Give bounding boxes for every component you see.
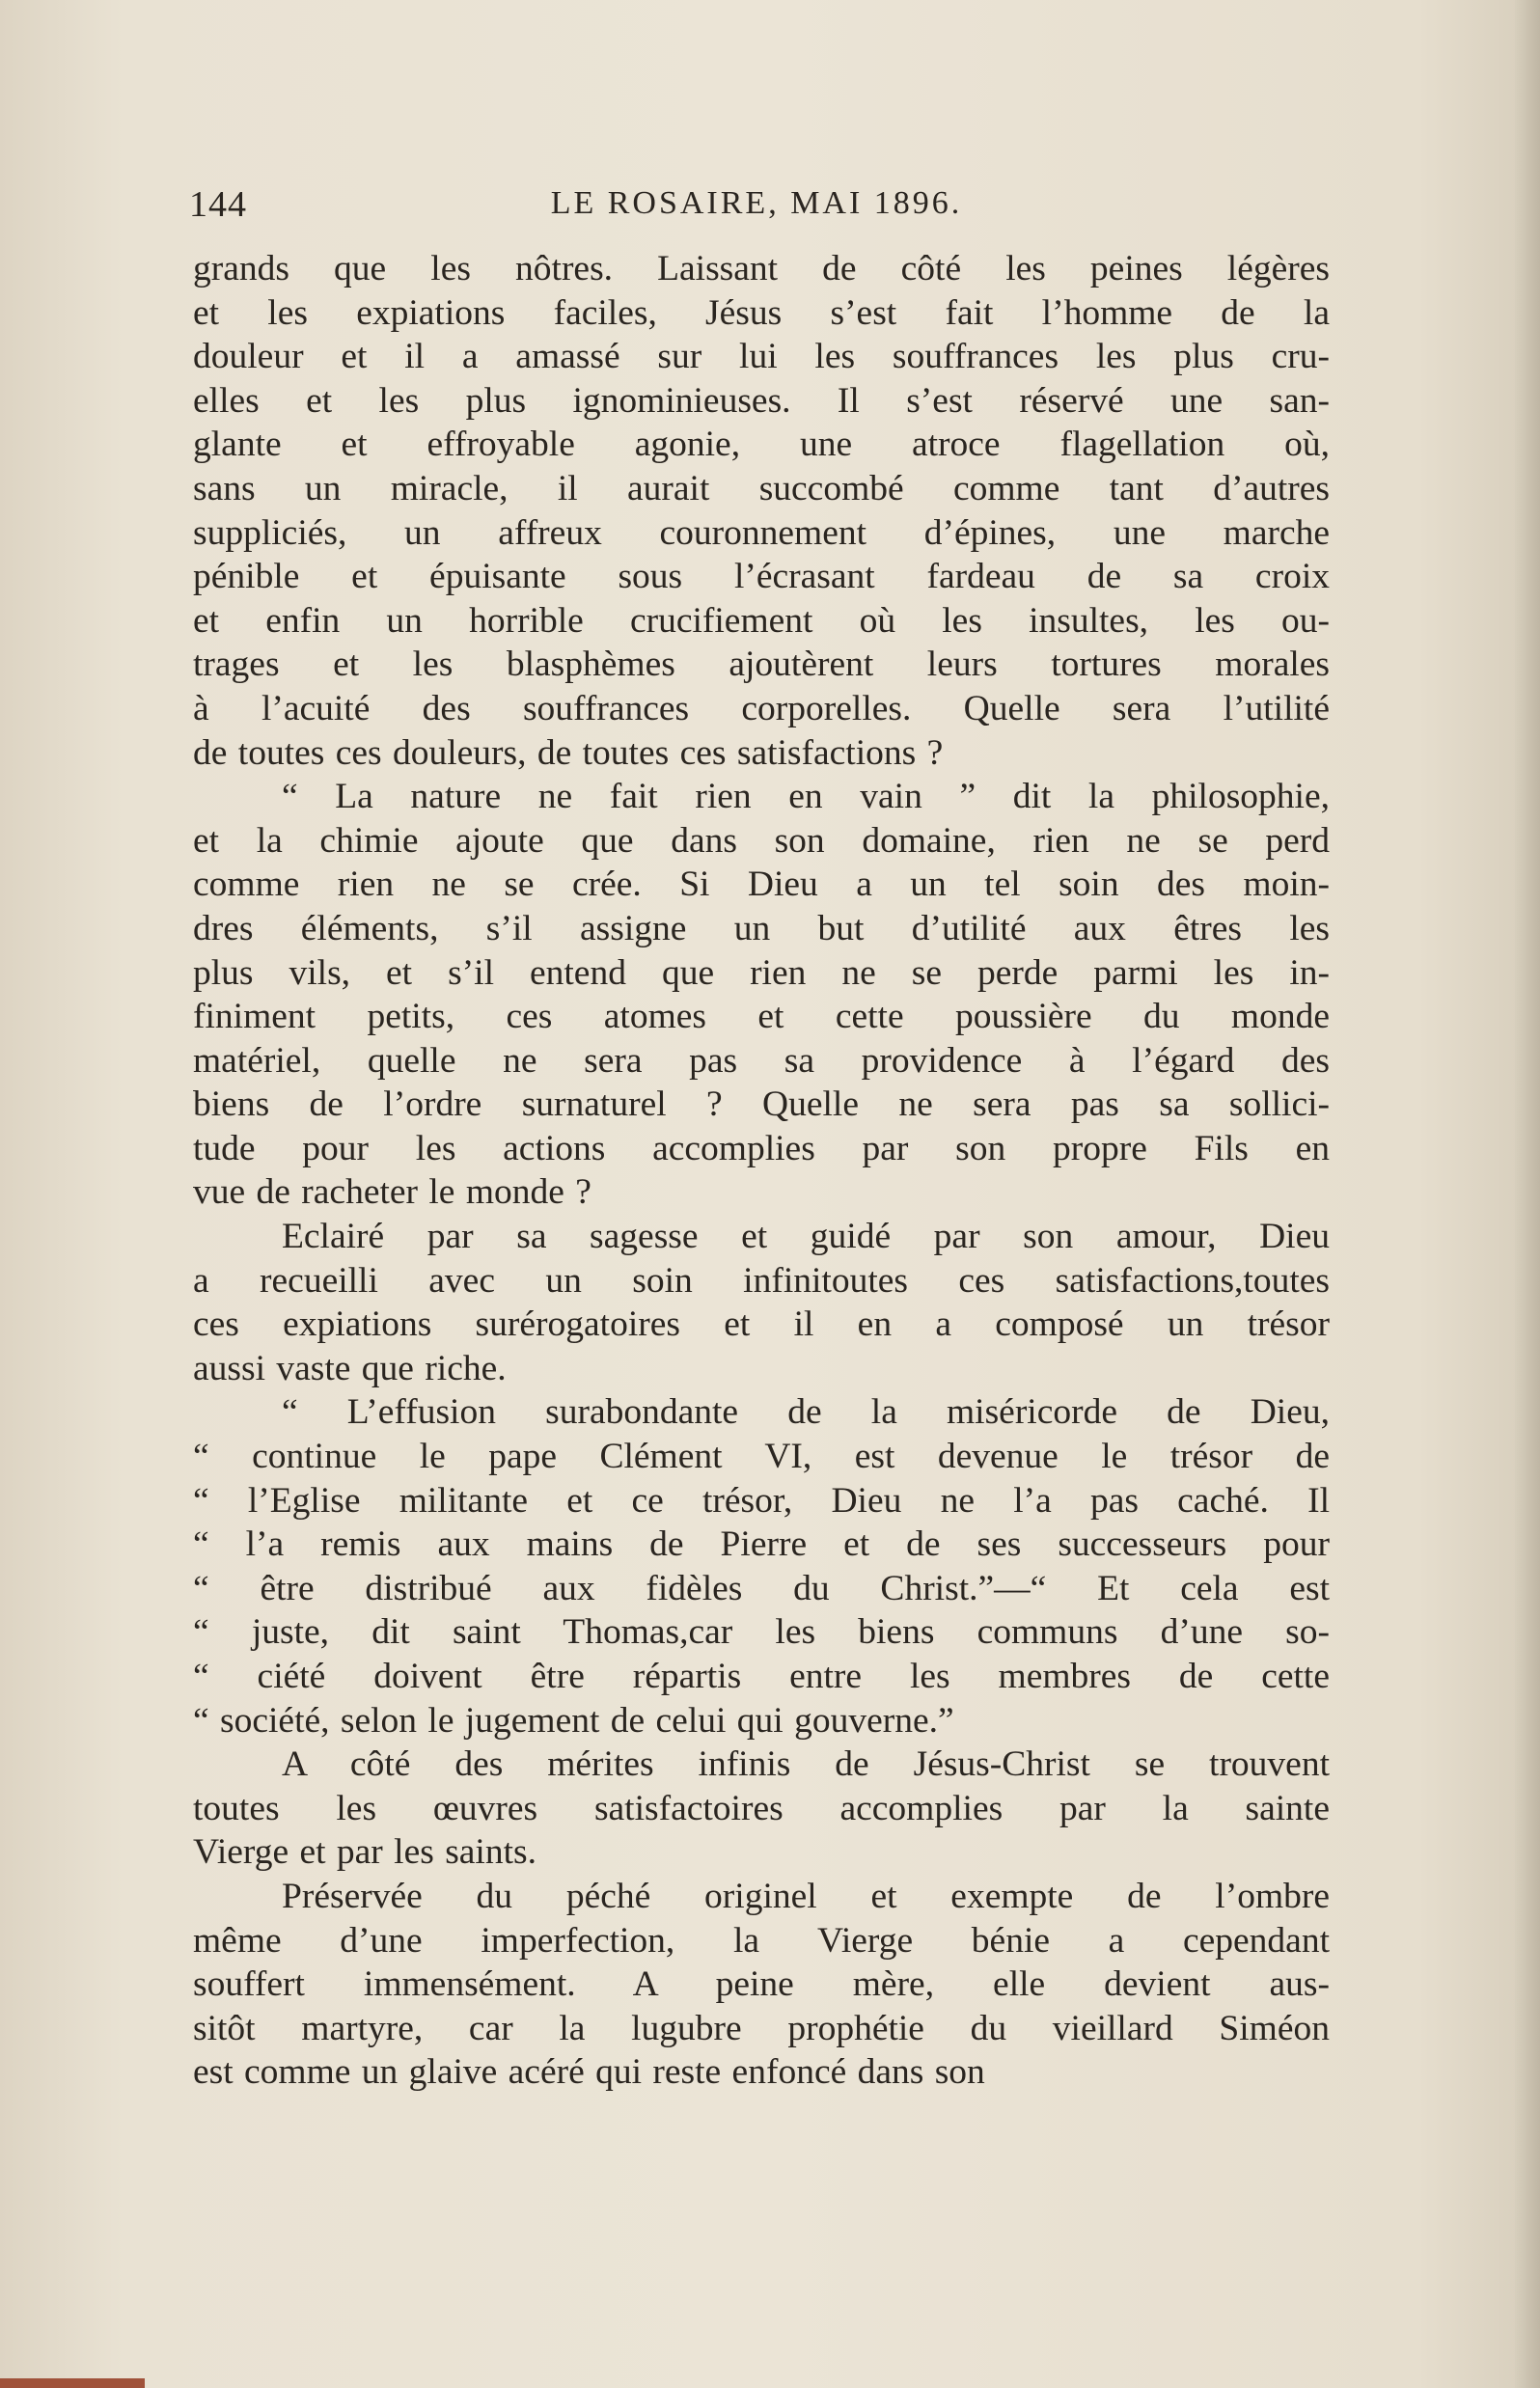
text-line: souffert immensément. A peine mère, elle devient aus-	[193, 1964, 1330, 2005]
text-line: “ société, selon le jugement de celui qui gouverne.”	[193, 1700, 954, 1741]
text-line: suppliciés, un affreux couronnement d’épines, une marche	[193, 512, 1330, 553]
body-text	[193, 247, 1330, 2095]
text-line: même d’une imperfection, la Vierge bénie a cependant	[193, 1920, 1330, 1961]
text-line: Préservée du péché originel et exempte de l’ombre	[282, 1876, 1330, 1916]
text-line: a recueilli avec un soin infinitoutes ces satisfactions,toutes	[193, 1260, 1330, 1301]
text-line: et enfin un horrible crucifiement où les insultes, les ou-	[193, 600, 1330, 641]
paragraph	[193, 1875, 1330, 2095]
paragraph	[193, 1215, 1330, 1390]
text-line: glante et effroyable agonie, une atroce flagellation où,	[193, 425, 1330, 465]
text-line: pénible et épuisante sous l’écrasant fardeau de sa croix	[193, 557, 1330, 597]
text-line: dres éléments, s’il assigne un but d’utilité aux êtres les	[193, 908, 1330, 948]
page-header	[189, 183, 1324, 232]
text-line: “ l’a remis aux mains de Pierre et de ses successeurs pour	[193, 1524, 1330, 1565]
text-line: toutes les œuvres satisfactoires accomplies par la sainte	[193, 1788, 1330, 1828]
text-line: “ La nature ne fait rien en vain ” dit la philosophie,	[282, 777, 1330, 817]
text-line: ces expiations surérogatoires et il en a composé un trésor	[193, 1304, 1330, 1345]
text-line: “ ciété doivent être répartis entre les membres de cette	[193, 1657, 1330, 1696]
text-line: est comme un glaive acéré qui reste enfoncé dans son	[193, 2052, 985, 2093]
text-line: Vierge et par les saints.	[193, 1832, 536, 1873]
paragraph	[193, 775, 1330, 1215]
text-line: douleur et il a amassé sur lui les souffrances les plus cru-	[193, 337, 1330, 377]
text-line: “ l’Eglise militante et ce trésor, Dieu ne l’a pas caché. Il	[193, 1480, 1330, 1521]
running-title: LE ROSAIRE, MAI 1896.	[550, 185, 963, 221]
text-line: “ juste, dit saint Thomas,car les biens communs d’une so-	[193, 1612, 1330, 1653]
text-line: “ être distribué aux fidèles du Christ.”—“ Et cela est	[193, 1568, 1330, 1608]
text-line: grands que les nôtres. Laissant de côté les peines légères	[193, 249, 1330, 288]
text-line: “ continue le pape Clément VI, est devenue le trésor de	[193, 1437, 1330, 1477]
text-line: sans un miracle, il aurait succombé comme tant d’autres	[193, 468, 1330, 508]
page-edge-shadow	[1515, 0, 1540, 2388]
text-line: Eclairé par sa sagesse et guidé par son amour, Dieu	[282, 1217, 1330, 1257]
text-line: et la chimie ajoute que dans son domaine, rien ne se perd	[193, 820, 1330, 861]
text-line: elles et les plus ignominieuses. Il s’est réservé une san-	[193, 380, 1330, 421]
text-line: de toutes ces douleurs, de toutes ces satisfactions ?	[193, 732, 944, 773]
text-line: finiment petits, ces atomes et cette poussière du monde	[193, 997, 1330, 1037]
binding-edge	[0, 2378, 145, 2388]
text-line: biens de l’ordre surnaturel ? Quelle ne sera pas sa sollici-	[193, 1084, 1330, 1125]
text-line: sitôt martyre, car la lugubre prophétie du vieillard Siméon	[193, 2008, 1330, 2048]
paragraph	[193, 247, 1330, 775]
paragraph	[193, 1390, 1330, 1743]
text-line: et les expiations faciles, Jésus s’est fait l’homme de la	[193, 292, 1330, 333]
text-line: comme rien ne se crée. Si Dieu a un tel soin des moin-	[193, 865, 1330, 905]
text-line: matériel, quelle ne sera pas sa providence à l’égard des	[193, 1040, 1330, 1081]
text-line: à l’acuité des souffrances corporelles. Quelle sera l’utilité	[193, 688, 1330, 728]
text-line: aussi vaste que riche.	[193, 1348, 507, 1388]
text-line: trages et les blasphèmes ajoutèrent leurs tortures morales	[193, 645, 1330, 685]
text-line: “ L’effusion surabondante de la miséricorde de Dieu,	[282, 1392, 1330, 1433]
text-line: tude pour les actions accomplies par son propre Fils en	[193, 1128, 1330, 1168]
page-number: 144	[189, 184, 247, 225]
paragraph	[193, 1743, 1330, 1875]
text-line: A côté des mérites infinis de Jésus-Christ se trouvent	[282, 1744, 1330, 1785]
text-line: vue de racheter le monde ?	[193, 1172, 591, 1213]
text-line: plus vils, et s’il entend que rien ne se perde parmi les in-	[193, 952, 1330, 993]
